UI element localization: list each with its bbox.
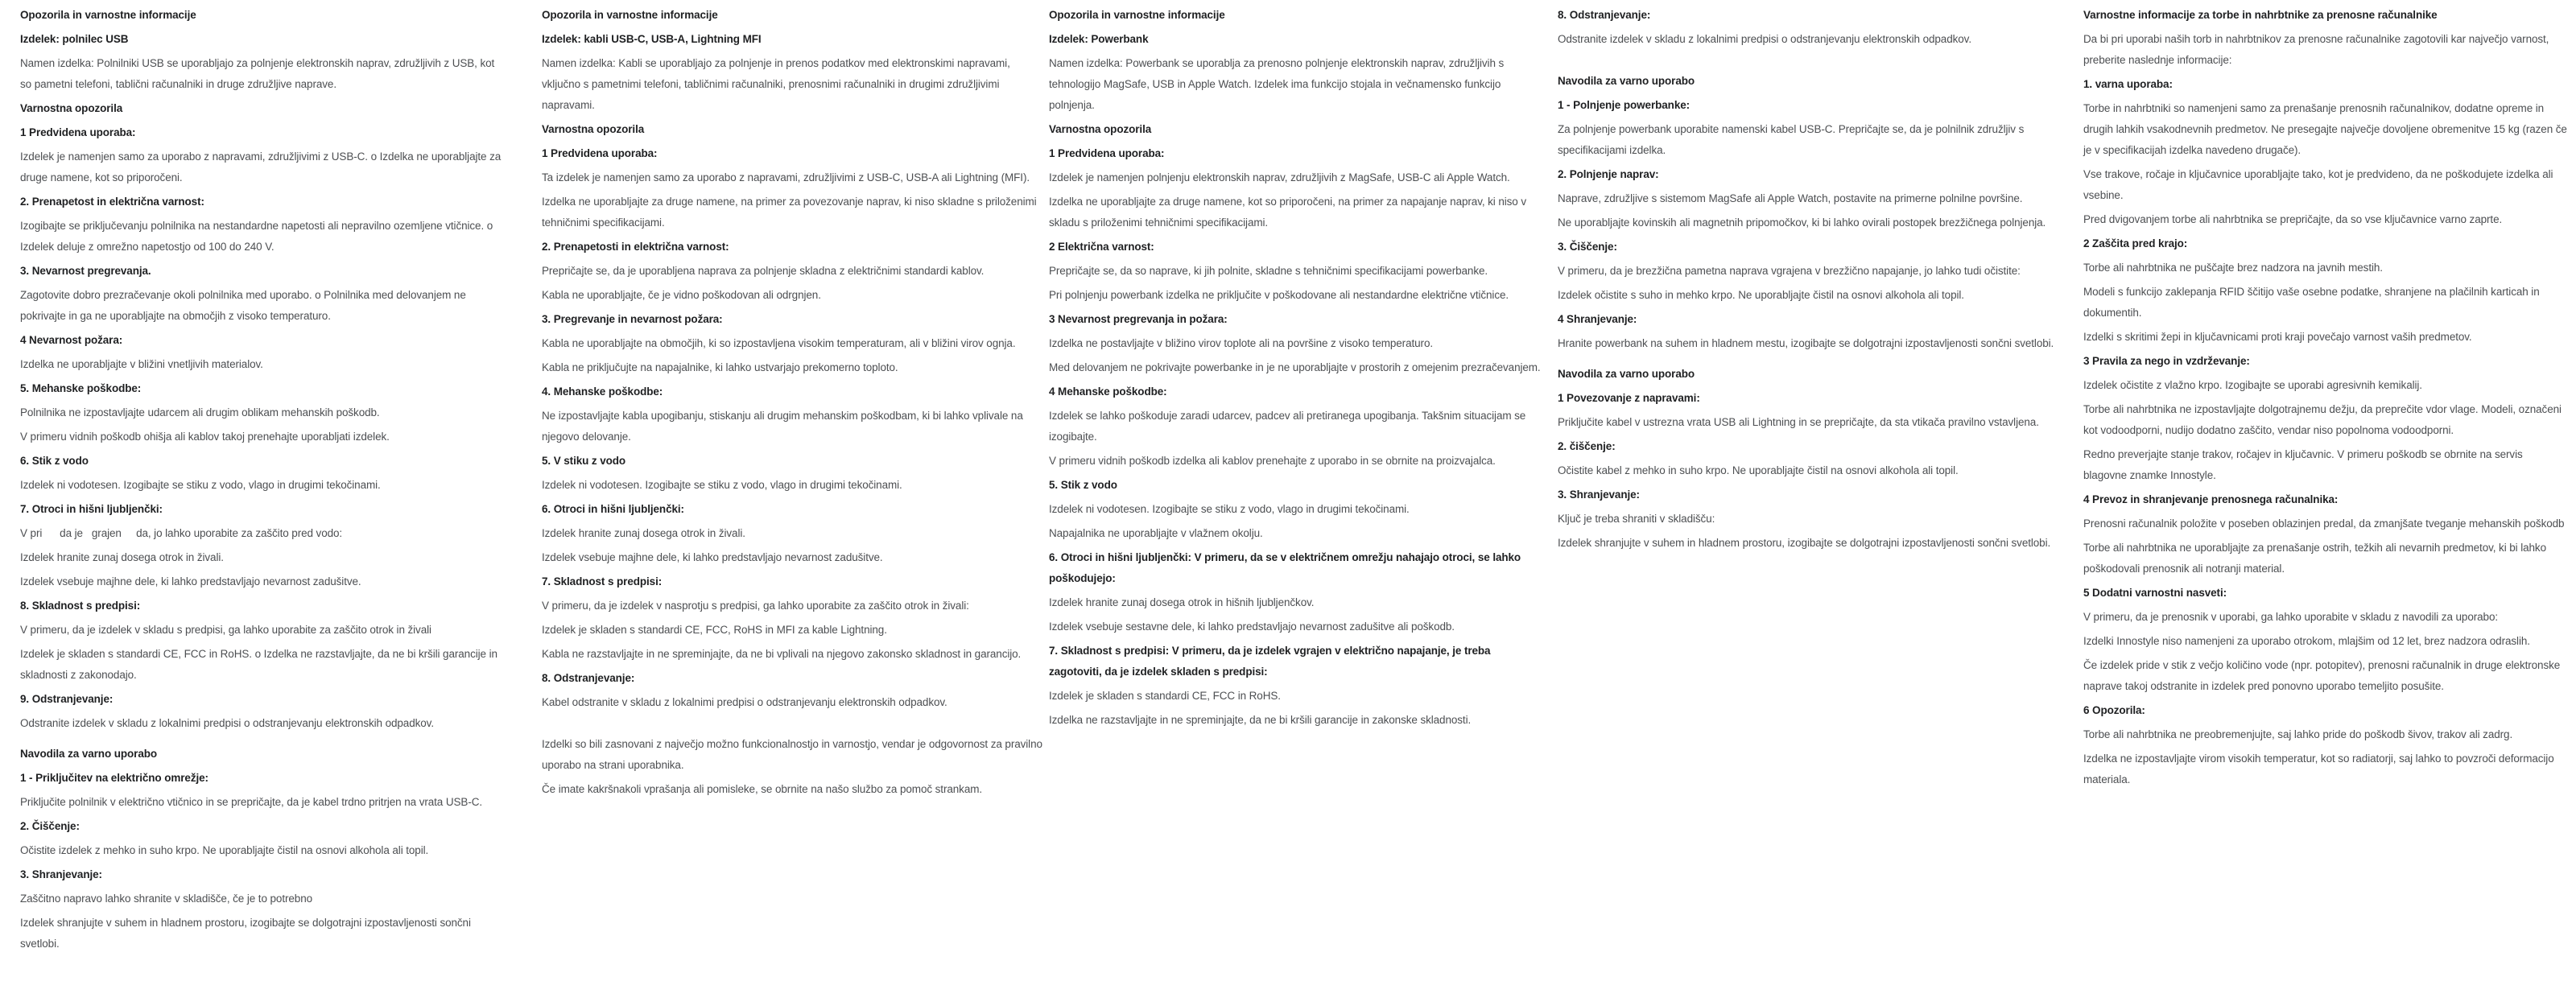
- section-heading: 7. Skladnost s predpisi:: [542, 575, 663, 588]
- paragraph: Izdelek je namenjen polnjenju elektronskih naprav, združljivih z MagSafe, USB-C ali Apple Watch.: [1049, 171, 1510, 183]
- section-heading: 4. Mehanske poškodbe:: [542, 385, 663, 398]
- column-usb-charger-safety: [20, 5, 503, 1006]
- column-cables-safety: [542, 5, 1046, 1006]
- section-heading: 1. varna uporaba:: [2083, 78, 2173, 90]
- section-heading: 2. čiščenje:: [1558, 440, 1616, 452]
- section-heading: Izdelek: kabli USB-C, USB-A, Lightning MFI: [542, 33, 762, 45]
- paragraph: V primeru, da je izdelek v nasprotju s predpisi, ga lahko uporabite za zaščito otrok in živali:: [542, 600, 969, 612]
- section-heading: 3. Nevarnost pregrevanja.: [20, 265, 151, 277]
- paragraph: V pri da je grajen da, jo lahko uporabite za zaščito pred vodo:: [20, 527, 343, 539]
- paragraph: Kabla ne priključujte na napajalnike, ki lahko ustvarjajo prekomerno toploto.: [542, 361, 898, 373]
- paragraph: Izdelek hranite zunaj dosega otrok in hišnih ljubljenčkov.: [1049, 596, 1315, 608]
- paragraph: V primeru vidnih poškodb ohišja ali kablov takoj prenehajte uporabljati izdelek.: [20, 431, 390, 443]
- paragraph: Prepričajte se, da je uporabljena naprava za polnjenje skladna z električnimi standardi kablov.: [542, 265, 985, 277]
- paragraph: Namen izdelka: Powerbank se uporablja za prenosno polnjenje elektronskih naprav, združljivih s tehnologijo MagSafe, USB in Apple Watch. Izdelek ima funkcijo stojala in večnamensko funkcijo polnjenja.: [1049, 57, 1507, 111]
- paragraph: Izdelek je skladen s standardi CE, FCC, RoHS in MFI za kable Lightning.: [542, 624, 887, 636]
- paragraph: Če imate kakršnakoli vprašanja ali pomisleke, se obrnite na našo službo za pomoč strankam.: [542, 783, 983, 795]
- section-heading: 3. Shranjevanje:: [20, 868, 102, 880]
- section-heading: 7. Otroci in hišni ljubljenčki:: [20, 503, 163, 515]
- paragraph: Izdelki Innostyle niso namenjeni za uporabo otrokom, mlajšim od 12 let, brez nadzora odraslih.: [2083, 635, 2530, 647]
- paragraph: Med delovanjem ne pokrivajte powerbanke in je ne uporabljajte v prostorih z omejenim prezračevanjem.: [1049, 361, 1541, 373]
- section-heading: 5 Dodatni varnostni nasveti:: [2083, 587, 2227, 599]
- paragraph: Kabla ne uporabljajte, če je vidno poškodovan ali odrgnjen.: [542, 289, 821, 301]
- paragraph: Izdelek hranite zunaj dosega otrok in živali.: [20, 551, 224, 563]
- paragraph: V primeru, da je izdelek v skladu s predpisi, ga lahko uporabite za zaščito otrok in živali: [20, 624, 431, 636]
- section-heading: 3. Shranjevanje:: [1558, 489, 1640, 501]
- paragraph: Izdelka ne uporabljajte v bližini vnetljivih materialov.: [20, 358, 263, 370]
- paragraph: Izdelek je skladen s standardi CE, FCC in RoHS. o Izdelka ne razstavljajte, da ne bi kršili garancije in skladnosti z zakonodajo.: [20, 648, 501, 681]
- section-heading: 4 Shranjevanje:: [1558, 313, 1637, 325]
- section-heading: 6. Otroci in hišni ljubljenčki: V primeru, da se v električnem omrežju nahajajo otroci, se lahko poškodujejo:: [1049, 551, 1524, 584]
- section-heading: 2. Prenapetosti in električna varnost:: [542, 241, 729, 253]
- paragraph: V primeru vidnih poškodb izdelka ali kablov prenehajte z uporabo in se obrnite na proizvajalca.: [1049, 455, 1496, 467]
- paragraph: Priključite polnilnik v električno vtičnico in se prepričajte, da je kabel trdno pritrjen na vrata USB-C.: [20, 796, 483, 808]
- paragraph: Kabla ne razstavljajte in ne spreminjajte, da ne bi vplivali na njegovo zakonsko skladnost in garancijo.: [542, 648, 1022, 660]
- section-heading: 7. Skladnost s predpisi: V primeru, da je izdelek vgrajen v električno napajanje, je treba zagotoviti, da je izdelek skladen s predpisi:: [1049, 645, 1494, 678]
- section-heading: Varnostna opozorila: [1049, 123, 1152, 135]
- section-heading: 2. Čiščenje:: [20, 820, 80, 832]
- section-heading: 1 - Priključitev na električno omrežje:: [20, 772, 208, 784]
- paragraph: Izdelek očistite s suho in mehko krpo. Ne uporabljajte čistil na osnovi alkohola ali topil.: [1558, 289, 1964, 301]
- section-heading: 3. Čiščenje:: [1558, 241, 1617, 253]
- paragraph: Izdelek vsebuje majhne dele, ki lahko predstavljajo nevarnost zadušitve.: [20, 575, 361, 588]
- paragraph: Modeli s funkcijo zaklepanja RFID ščitijo vaše osebne podatke, shranjene na plačilnih karticah in dokumentih.: [2083, 286, 2543, 319]
- section-heading: 5. Stik z vodo: [1049, 479, 1117, 491]
- paragraph: Torbe ali nahrbtnika ne puščajte brez nadzora na javnih mestih.: [2083, 262, 2383, 274]
- section-heading: 3 Nevarnost pregrevanja in požara:: [1049, 313, 1228, 325]
- section-heading: Opozorila in varnostne informacije: [20, 9, 196, 21]
- paragraph: Izdelek shranjujte v suhem in hladnem prostoru, izogibajte se dolgotrajni izpostavljenosti sončni svetlobi.: [1558, 537, 2051, 549]
- paragraph: Za polnjenje powerbank uporabite namenski kabel USB-C. Prepričajte se, da je polnilnik združljiv s specifikacijami izdelka.: [1558, 123, 2027, 156]
- paragraph: Ključ je treba shraniti v skladišču:: [1558, 513, 1715, 525]
- paragraph: Izdelki s skritimi žepi in ključavnicami proti kraji povečajo varnost vaših predmetov.: [2083, 331, 2472, 343]
- paragraph: Očistite izdelek z mehko in suho krpo. Ne uporabljajte čistil na osnovi alkohola ali topil.: [20, 844, 429, 856]
- section-heading: 6. Stik z vodo: [20, 455, 89, 467]
- section-heading: 3. Pregrevanje in nevarnost požara:: [542, 313, 723, 325]
- section-heading: Varnostna opozorila: [20, 102, 123, 114]
- paragraph: Priključite kabel v ustrezna vrata USB ali Lightning in se prepričajte, da sta vtikača pravilno vstavljena.: [1558, 416, 2039, 428]
- paragraph: Izdelek je skladen s standardi CE, FCC in RoHS.: [1049, 690, 1281, 702]
- paragraph: Namen izdelka: Polnilniki USB se uporabljajo za polnjenje elektronskih naprav, združljivih z USB, kot so pametni telefoni, tablični računalniki in druge združljive naprave.: [20, 57, 497, 90]
- section-heading: Navodila za varno uporabo: [20, 748, 158, 760]
- paragraph: Prenosni računalnik položite v poseben oblazinjen predal, da zmanjšate tveganje mehanskih poškodb: [2083, 517, 2565, 530]
- section-heading: Izdelek: Powerbank: [1049, 33, 1149, 45]
- section-heading: 1 Povezovanje z napravami:: [1558, 392, 1700, 404]
- section-heading: 5. Mehanske poškodbe:: [20, 382, 142, 394]
- paragraph: Prepričajte se, da so naprave, ki jih polnite, skladne s tehničnimi specifikacijami powerbanke.: [1049, 265, 1488, 277]
- section-heading: 2 Zaščita pred krajo:: [2083, 237, 2188, 249]
- paragraph: Vse trakove, ročaje in ključavnice uporabljajte tako, kot je predvideno, da ne poškodujete izdelka ali vsebine.: [2083, 168, 2557, 201]
- paragraph: Izdelka ne razstavljajte in ne spreminjajte, da ne bi kršili garancije in zakonske skladnosti.: [1049, 714, 1472, 726]
- paragraph: V primeru, da je prenosnik v uporabi, ga lahko uporabite v skladu z navodili za uporabo:: [2083, 611, 2499, 623]
- column-powerbank-usage-instructions: [1558, 5, 2060, 1006]
- paragraph: Če izdelek pride v stik z večjo količino vode (npr. potopitev), prenosni računalnik in druge elektronske naprave takoj odstranite in izdelek pred ponovno uporabo temeljito posušite.: [2083, 659, 2563, 692]
- paragraph: Polnilnika ne izpostavljajte udarcem ali drugim oblikam mehanskih poškodb.: [20, 406, 380, 418]
- section-heading: 8. Odstranjevanje:: [542, 672, 635, 684]
- section-heading: Varnostne informacije za torbe in nahrbtnike za prenosne računalnike: [2083, 9, 2438, 21]
- paragraph: Izogibajte se priključevanju polnilnika na nestandardne napetosti ali nepravilno ozemljene vtičnice. o Izdelek deluje z omrežno napetostjo od 100 do 240 V.: [20, 220, 496, 253]
- paragraph: Torbe in nahrbtniki so namenjeni samo za prenašanje prenosnih računalnikov, dodatne opreme in drugih lahkih vsakodnevnih predmetov. Ne presegajte največje dovoljene obremenitve 15 kg (razen če je v specifikacijah izdelka navedeno drugače).: [2083, 102, 2570, 156]
- section-heading: 4 Prevoz in shranjevanje prenosnega računalnika:: [2083, 493, 2339, 505]
- paragraph: Izdelek ni vodotesen. Izogibajte se stiku z vodo, vlago in drugimi tekočinami.: [542, 479, 902, 491]
- paragraph: Pri polnjenju powerbank izdelka ne priključite v poškodovane ali nestandardne električne vtičnice.: [1049, 289, 1509, 301]
- section-heading: 1 Predvidena uporaba:: [20, 126, 136, 138]
- section-heading: Varnostna opozorila: [542, 123, 645, 135]
- section-heading: 1 Predvidena uporaba:: [1049, 147, 1165, 159]
- paragraph: V primeru, da je brezžična pametna naprava vgrajena v brezžično napajanje, jo lahko tudi očistite:: [1558, 265, 2021, 277]
- section-heading: Izdelek: polnilec USB: [20, 33, 129, 45]
- paragraph: Odstranite izdelek v skladu z lokalnimi predpisi o odstranjevanju elektronskih odpadkov.: [1558, 33, 1971, 45]
- section-heading: 6. Otroci in hišni ljubljenčki:: [542, 503, 684, 515]
- section-heading: 8. Skladnost s predpisi:: [20, 600, 141, 612]
- paragraph: Ne uporabljajte kovinskih ali magnetnih pripomočkov, ki bi lahko ovirali postopek brezžičnega polnjenja.: [1558, 216, 2046, 229]
- section-heading: Navodila za varno uporabo: [1558, 75, 1695, 87]
- paragraph: Naprave, združljive s sistemom MagSafe ali Apple Watch, postavite na primerne polnilne površine.: [1558, 192, 2023, 204]
- paragraph: Izdelka ne postavljajte v bližino virov toplote ali na površine z visoko temperaturo.: [1049, 337, 1433, 349]
- section-heading: 8. Odstranjevanje:: [1558, 9, 1651, 21]
- section-heading: 2 Električna varnost:: [1049, 241, 1154, 253]
- paragraph: Izdelka ne uporabljajte za druge namene, na primer za povezovanje naprav, ki niso skladne s priloženimi tehničnimi specifikacijami.: [542, 196, 1040, 229]
- section-heading: 4 Mehanske poškodbe:: [1049, 385, 1167, 398]
- paragraph: Izdelek vsebuje sestavne dele, ki lahko predstavljajo nevarnost zadušitve ali poškodb.: [1049, 621, 1455, 633]
- section-heading: 1 - Polnjenje powerbanke:: [1558, 99, 1690, 111]
- paragraph: Napajalnika ne uporabljajte v vlažnem okolju.: [1049, 527, 1263, 539]
- paragraph: Izdelek shranjujte v suhem in hladnem prostoru, izogibajte se dolgotrajni izpostavljenosti sončni svetlobi.: [20, 917, 474, 950]
- section-heading: 6 Opozorila:: [2083, 704, 2145, 716]
- section-heading: 9. Odstranjevanje:: [20, 693, 114, 705]
- section-heading: 1 Predvidena uporaba:: [542, 147, 658, 159]
- section-heading: 5. V stiku z vodo: [542, 455, 626, 467]
- paragraph: Izdelek je namenjen samo za uporabo z napravami, združljivimi z USB-C. o Izdelka ne uporabljajte za druge namene, kot so priporočeni.: [20, 150, 504, 183]
- column-powerbank-safety: [1049, 5, 1542, 1006]
- section-heading: 2. Polnjenje naprav:: [1558, 168, 1659, 180]
- paragraph: Ta izdelek je namenjen samo za uporabo z napravami, združljivimi z USB-C, USB-A ali Lightning (MFI).: [542, 171, 1030, 183]
- paragraph: Kabla ne uporabljajte na območjih, ki so izpostavljena visokim temperaturam, ali v bližini virov ognja.: [542, 337, 1016, 349]
- paragraph: Redno preverjajte stanje trakov, ročajev in ključavnic. V primeru poškodb se obrnite na servis blagovne znamke Innostyle.: [2083, 448, 2526, 481]
- paragraph: Izdelek se lahko poškoduje zaradi udarcev, padcev ali pretiranega upogibanja. Takšnim situacijam se izogibajte.: [1049, 410, 1529, 443]
- paragraph: Izdelka ne izpostavljajte virom visokih temperatur, kot so radiatorji, saj lahko to povzroči deformacijo materiala.: [2083, 752, 2557, 785]
- paragraph: Kabel odstranite v skladu z lokalnimi predpisi o odstranjevanju elektronskih odpadkov.: [542, 696, 947, 708]
- paragraph: Ne izpostavljajte kabla upogibanju, stiskanju ali drugim mehanskim poškodbam, ki bi lahko vplivale na njegovo delovanje.: [542, 410, 1026, 443]
- paragraph: Izdelek očistite z vlažno krpo. Izogibajte se uporabi agresivnih kemikalij.: [2083, 379, 2422, 391]
- column-laptop-bags-safety: [2083, 5, 2568, 1006]
- paragraph: Torbe ali nahrbtnika ne preobremenjujte, saj lahko pride do poškodb šivov, trakov ali zadrg.: [2083, 728, 2513, 740]
- paragraph: Zagotovite dobro prezračevanje okoli polnilnika med uporabo. o Polnilnika med delovanjem ne pokrivajte in ga ne uporabljajte na območjih z visoko temperaturo.: [20, 289, 469, 322]
- paragraph: Očistite kabel z mehko in suho krpo. Ne uporabljajte čistil na osnovi alkohola ali topil.: [1558, 464, 1959, 476]
- paragraph: Zaščitno napravo lahko shranite v skladišče, če je to potrebno: [20, 893, 313, 905]
- section-heading: 4 Nevarnost požara:: [20, 334, 123, 346]
- paragraph: Izdelek hranite zunaj dosega otrok in živali.: [542, 527, 745, 539]
- paragraph: Torbe ali nahrbtnika ne uporabljajte za prenašanje ostrih, težkih ali nevarnih predmetov, ki bi lahko poškodovali prenosnik ali notranji material.: [2083, 542, 2549, 575]
- paragraph: Odstranite izdelek v skladu z lokalnimi predpisi o odstranjevanju elektronskih odpadkov.: [20, 717, 434, 729]
- paragraph: Hranite powerbank na suhem in hladnem mestu, izogibajte se dolgotrajni izpostavljenosti sončni svetlobi.: [1558, 337, 2054, 349]
- section-heading: 2. Prenapetost in električna varnost:: [20, 196, 204, 208]
- section-heading: Navodila za varno uporabo: [1558, 368, 1695, 380]
- section-heading: Opozorila in varnostne informacije: [542, 9, 718, 21]
- paragraph: Da bi pri uporabi naših torb in nahrbtnikov za prenosne računalnike zagotovili kar največjo varnost, preberite naslednje informacije:: [2083, 33, 2552, 66]
- paragraph: Izdelek ni vodotesen. Izogibajte se stiku z vodo, vlago in drugimi tekočinami.: [1049, 503, 1410, 515]
- section-heading: Opozorila in varnostne informacije: [1049, 9, 1225, 21]
- section-heading: 3 Pravila za nego in vzdrževanje:: [2083, 355, 2250, 367]
- paragraph: Izdelka ne uporabljajte za druge namene, kot so priporočeni, na primer za napajanje naprav, ki niso v skladu s priloženimi tehničnimi specifikacijami.: [1049, 196, 1530, 229]
- paragraph: Namen izdelka: Kabli se uporabljajo za polnjenje in prenos podatkov med elektronskimi napravami, vključno s pametnimi telefoni, tabličnimi računalniki, prenosnimi računalniki in drugimi združljivimi napravami.: [542, 57, 1013, 111]
- paragraph: Izdelek ni vodotesen. Izogibajte se stiku z vodo, vlago in drugimi tekočinami.: [20, 479, 381, 491]
- paragraph: Izdelki so bili zasnovani z največjo možno funkcionalnostjo in varnostjo, vendar je odgovornost za pravilno uporabo na strani uporabnika.: [542, 738, 1046, 771]
- paragraph: Torbe ali nahrbtnika ne izpostavljajte dolgotrajnemu dežju, da preprečite vdor vlage. Modeli, označeni kot vodoodporni, nudijo dodatno zaščito, vendar niso popolnoma vodoodporni.: [2083, 403, 2565, 436]
- paragraph: Pred dvigovanjem torbe ali nahrbtnika se prepričajte, da so vse ključavnice varno zaprte.: [2083, 213, 2503, 225]
- paragraph: Izdelek vsebuje majhne dele, ki lahko predstavljajo nevarnost zadušitve.: [542, 551, 883, 563]
